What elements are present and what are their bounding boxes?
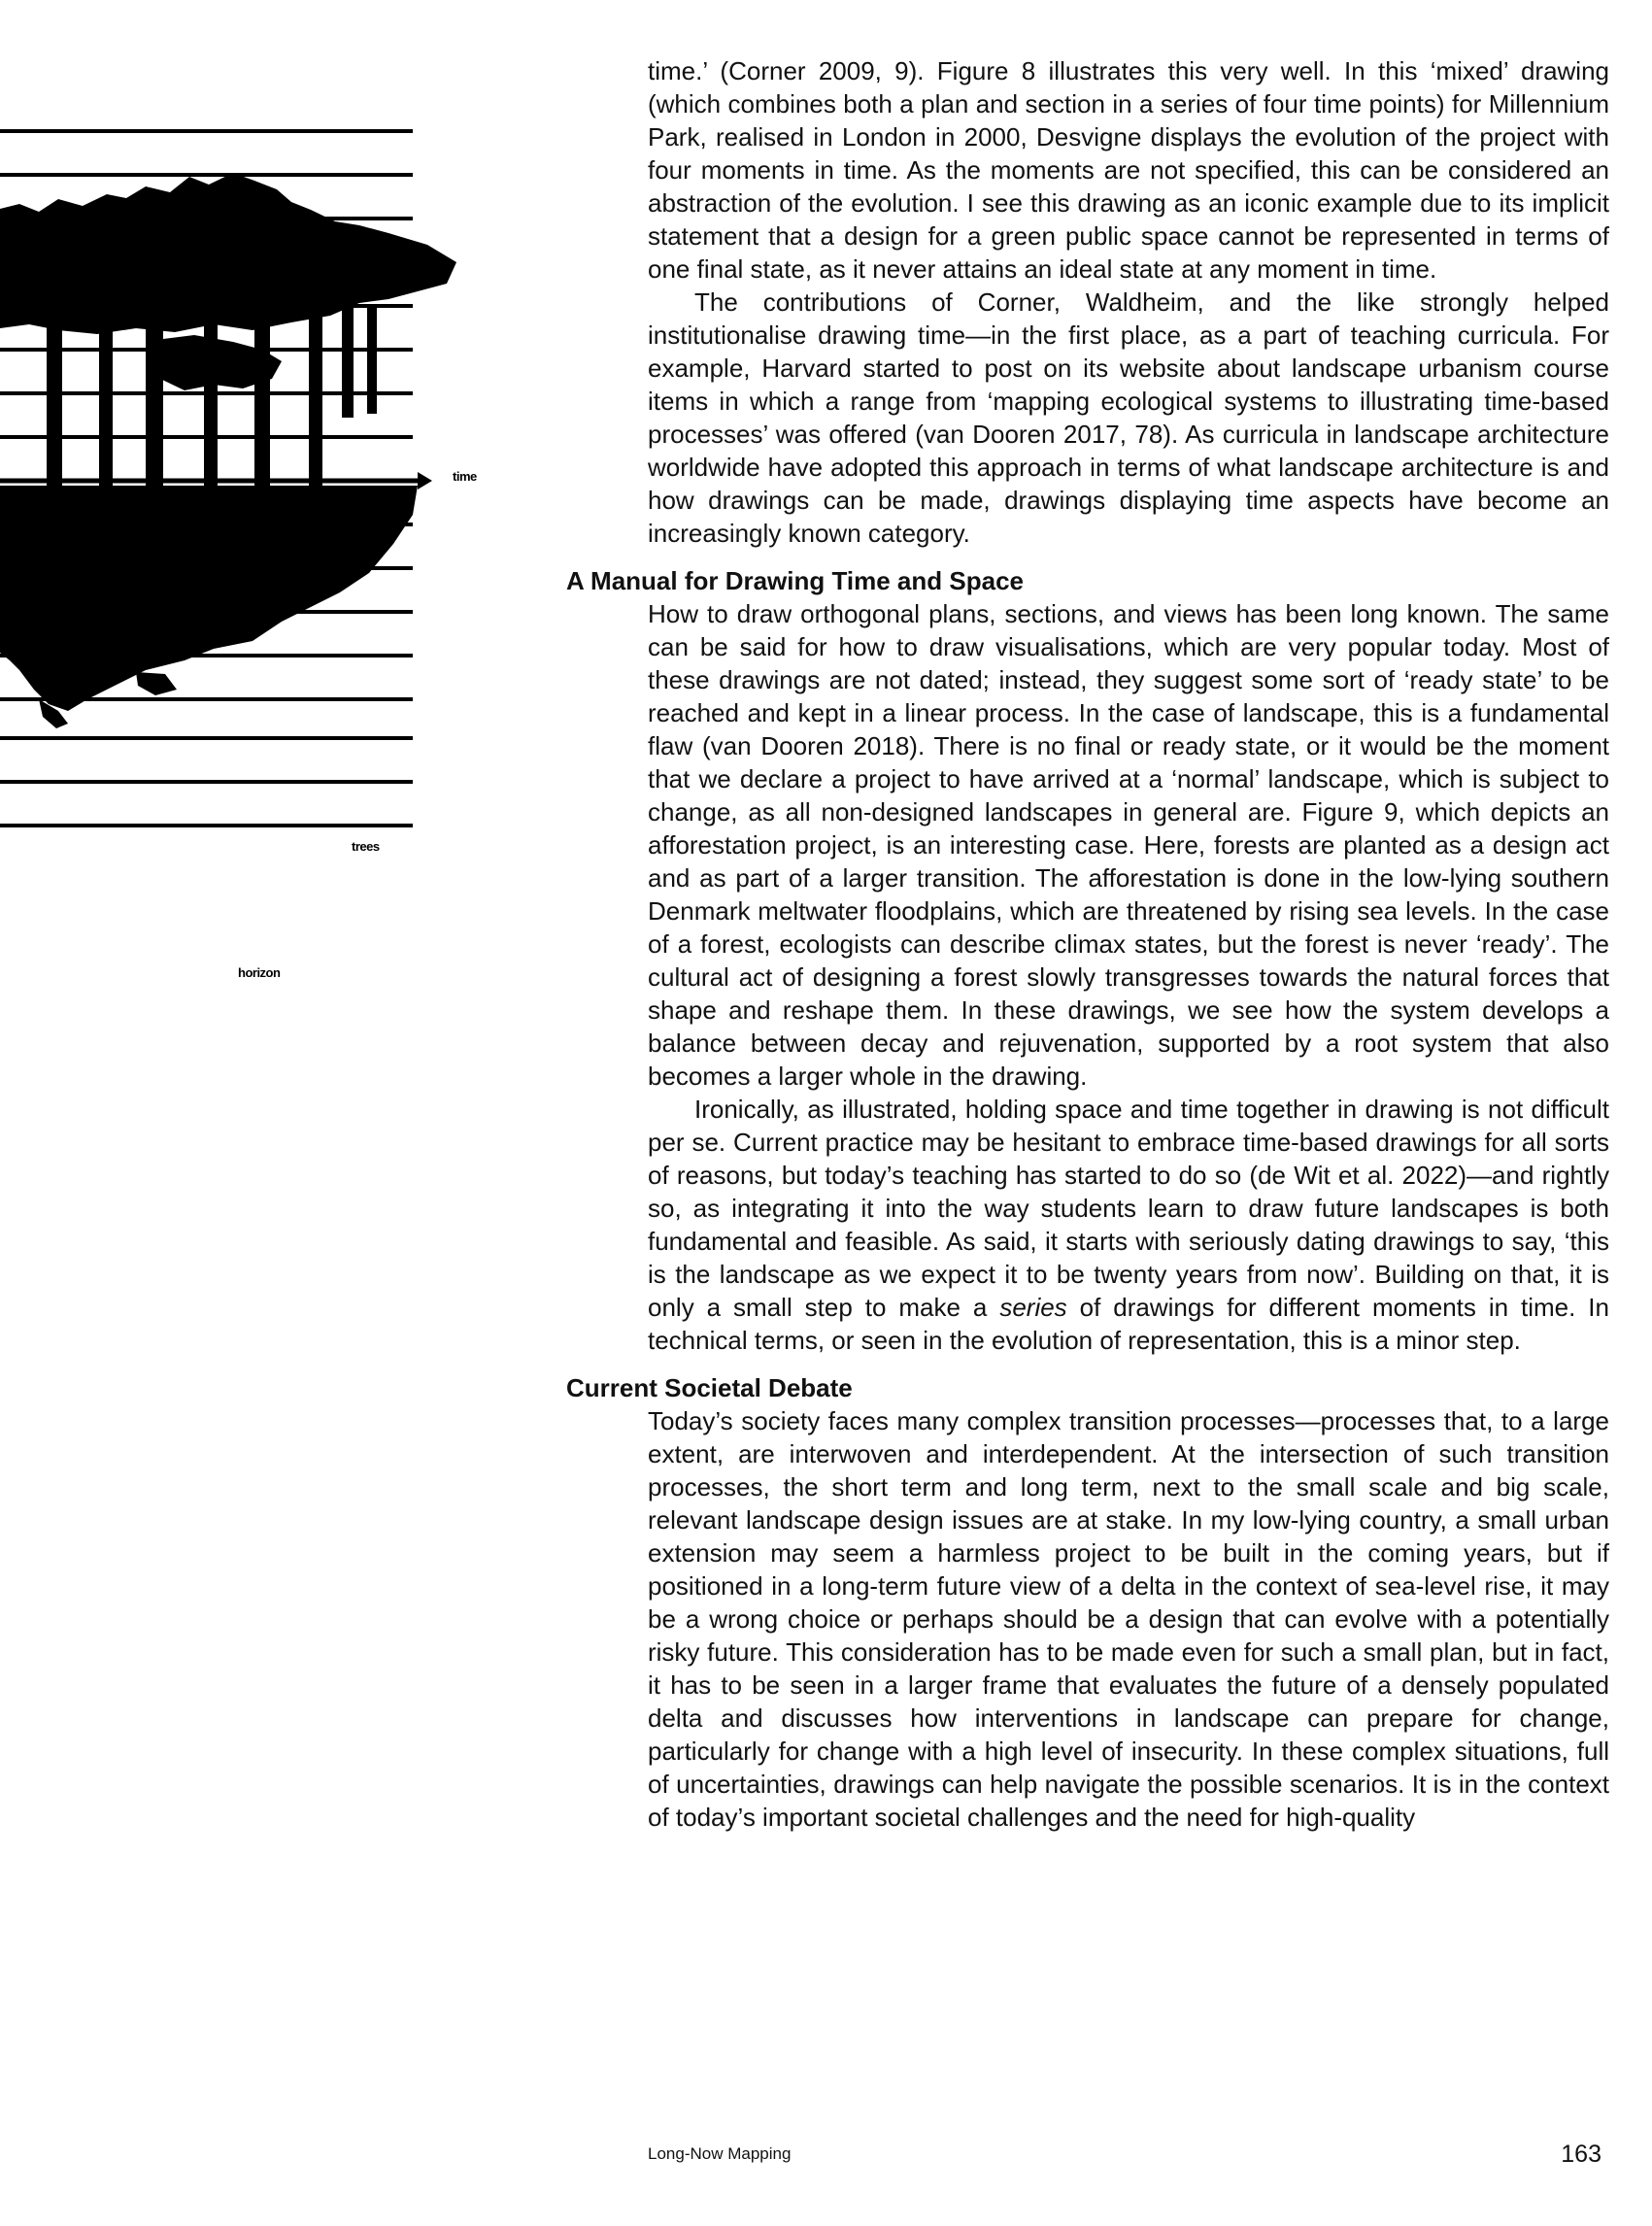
figure-time-drawing [0,117,524,1010]
paragraph-institutionalise: The contributions of Corner, Waldheim, and the like strongly helped institutionalise drawing time—in the first place, as a part of teaching curricula. For example, Harvard started to post on its website about landscape urbanism course items in which a range from ‘mapping ecological systems to illustrating time-based processes’ was offered (van Dooren 2017, 78). As curricula in landscape architecture worldwide have adopted this approach in terms of what landscape architecture is and how drawings can be made, drawings displaying time aspects have become an increasingly known category. [648,287,1609,548]
figure-label-horizon: horizon [238,965,281,980]
paragraph-corner-quote: time.’ (Corner 2009, 9). Figure 8 illustrates this very well. In this ‘mixed’ drawing (which combines both a plan and section in a series of four time points) for Millennium Park, realised in London in 2000, Desvigne displays the evolution of the project with four moments in time. As the moments are not specified, this can be considered an abstraction of the evolution. I see this drawing as an iconic example due to its implicit statement that a design for a green public space cannot be represented in terms of one final state, as it never attains an ideal state at any moment in time. [648,56,1609,284]
running-footer-title: Long-Now Mapping [648,2144,792,2163]
section-heading-debate: Current Societal Debate [566,1373,853,1402]
paragraph-drawing-plans: How to draw orthogonal plans, sections, and views has been long known. The same can be said for how to draw visualisations, which are very popular today. Most of these drawings are not dated; instead, they suggest some sort of ‘ready state’ to be reached and kept in a linear process. In the case of landscape, this is a fundamental flaw (van Dooren 2018). There is no final or ready state, or it would be the moment that we declare a project to have arrived at a ‘normal’ landscape, which is subject to change, as all non-designed landscapes in general are. Figure 9, which depicts an afforestation project, is an interesting case. Here, forests are planted as a design act and as part of a larger transition. The afforestation is done in the low-lying southern Denmark meltwater floodplains, which are threatened by rising sea levels. In the case of a forest, ecologists can describe climax states, but the forest is never ‘ready’. The cultural act of designing a forest slowly transgresses towards the natural forces that shape and reshape them. In these drawings, we see how the system develops a balance between decay and rejuvenation, supported by a root system that also becomes a larger whole in the drawing. [648,599,1609,1091]
tree-canopies [0,173,456,390]
paragraph-text: of drawings for different moments in time. In technical terms, or seen in the evolution of representation, this is a minor step. [648,1293,1609,1355]
figure-label-trees: trees [352,839,380,854]
emphasis-series: series [999,1293,1067,1322]
tree-timeline-drawing [0,117,524,1010]
figure-label-time: time [453,469,477,484]
article-body [566,54,1609,1834]
root-mass [0,486,418,728]
paragraph-ironically [648,1093,1609,1357]
paragraph-text: Ironically, as illustrated, holding space and time together in drawing is not difficult per se. Current practice may be hesitant to embrace time-based drawings for all sorts of reasons, but today’s teaching has started to do so (de Wit et al. 2022)—and rightly so, as integrating it into the way students learn to draw future landscapes is both fundamental and feasible. As said, it starts with seriously dating drawings to say, ‘this is the landscape as we expect it to be twenty years from now’. Building on that, it is only a small step to make a [648,1095,1609,1322]
paragraph-transition: Today’s society faces many complex transition processes—processes that, to a large extent, are interwoven and interdependent. At the intersection of such transition processes, the short term and long term, next to the small scale and big scale, relevant landscape design issues are at stake. In my low-lying country, a small urban extension may seem a harmless project to be built in the coming years, but if positioned in a long-term future view of a delta in the context of sea-level rise, it may be a wrong choice or perhaps should be a design that can evolve with a potentially risky future. This consideration has to be made even for such a small plan, but in fact, it has to be seen in a larger frame that evaluates the future of a densely populated delta and discusses how interventions in landscape can prepare for change, particularly for change with a high level of insecurity. In these complex situations, full of uncertainties, drawings can help navigate the possible scenarios. It is in the context of today’s important societal challenges and the need for high-quality [648,1406,1609,1832]
section-heading-manual: A Manual for Drawing Time and Space [566,566,1024,595]
page-number: 163 [1561,2141,1601,2168]
